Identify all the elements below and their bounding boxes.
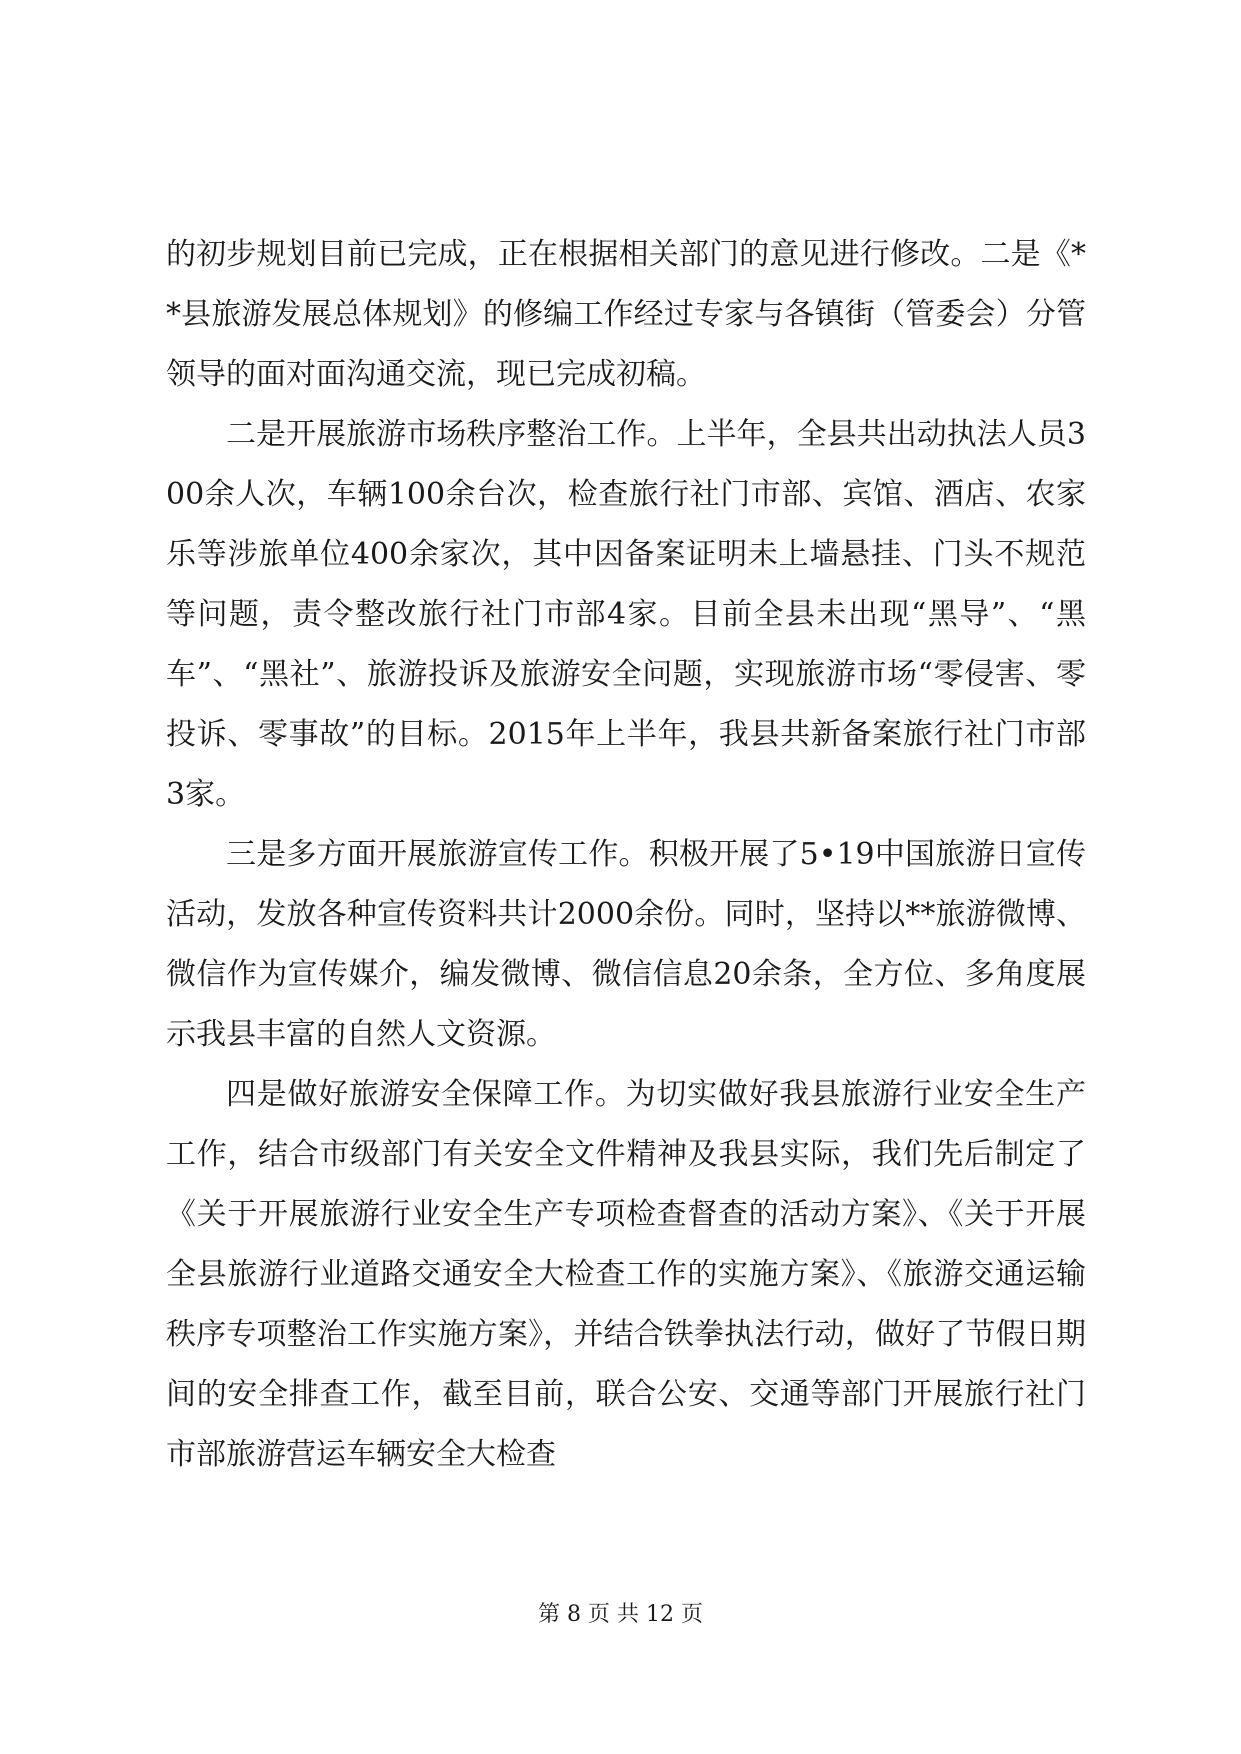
paragraph-promotion: 三是多方面开展旅游宣传工作。积极开展了5•19中国旅游日宣传活动，发放各种宣传资料共计2000余份。同时，坚持以**旅游微博、微信作为宣传媒介，编发微博、微信信息20余条，全方位、多角度展示我县丰富的自然人文资源。 xyxy=(166,837,1086,1052)
page-number-footer: 第 8 页 共 12 页 xyxy=(538,1602,703,1627)
document-body xyxy=(166,225,1086,1485)
paragraph-market-order: 二是开展旅游市场秩序整治工作。上半年，全县共出动执法人员300余人次，车辆100余台次，检查旅行社门市部、宾馆、酒店、农家乐等涉旅单位400余家次，其中因备案证明未上墙悬挂、门头不规范等问题，责令整改旅行社门市部4家。目前全县未出现“黑导”、“黑车”、“黑社”、旅游投诉及旅游安全问题，实现旅游市场“零侵害、零投诉、零事故”的目标。2015年上半年，我县共新备案旅行社门市部3家。 xyxy=(166,417,1086,812)
paragraph-continued: 的初步规划目前已完成，正在根据相关部门的意见进行修改。二是《**县旅游发展总体规划》的修编工作经过专家与各镇街（管委会）分管领导的面对面沟通交流，现已完成初稿。 xyxy=(166,237,1086,392)
paragraph-safety: 四是做好旅游安全保障工作。为切实做好我县旅游行业安全生产工作，结合市级部门有关安全文件精神及我县实际，我们先后制定了《关于开展旅游行业安全生产专项检查督查的活动方案》、《关于开展全县旅游行业道路交通安全大检查工作的实施方案》、《旅游交通运输秩序专项整治工作实施方案》，并结合铁拳执法行动，做好了节假日期间的安全排查工作，截至目前，联合公安、交通等部门开展旅行社门市部旅游营运车辆安全大检查 xyxy=(166,1077,1086,1472)
